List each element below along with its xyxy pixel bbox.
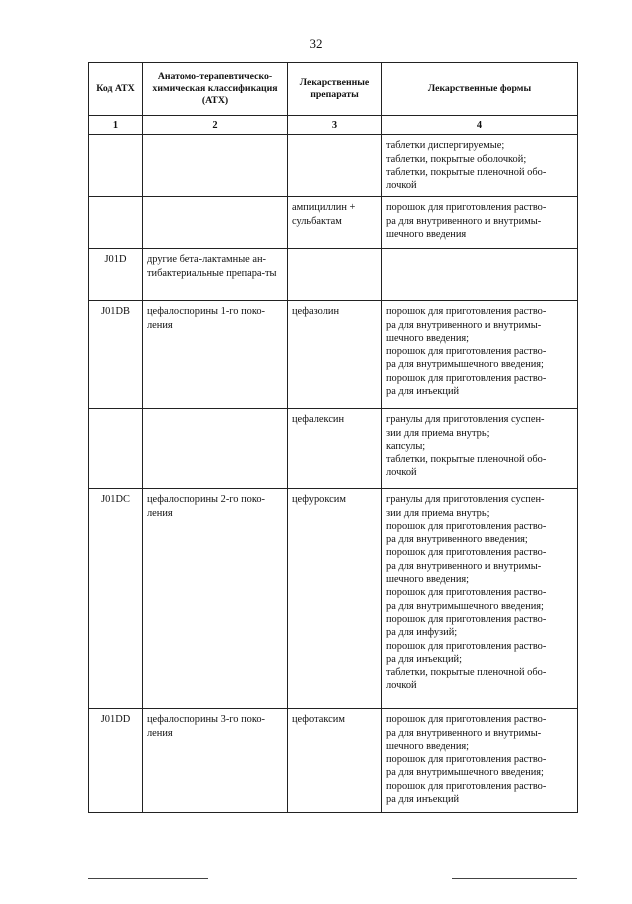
atc-code-cell: J01DD (89, 709, 143, 813)
dosage-forms-cell (382, 249, 578, 301)
dosage-form-line: ра для инъекций (386, 386, 460, 398)
header-classification: Анатомо-терапевтическо-химическая классификация (АТХ) (143, 63, 288, 116)
dosage-form-line: лочкой (386, 180, 417, 192)
dosage-form-line: зии для приема внутрь; (386, 427, 490, 439)
dosage-forms-cell (382, 409, 578, 489)
dosage-form-line: ра для внутримышечного введения; (386, 600, 544, 612)
header-atc-code: Код АТХ (89, 63, 143, 116)
classification-cell: цефалоспорины 2-го поко-ления (143, 489, 288, 709)
dosage-form-line: таблетки, покрытые оболочкой; (386, 153, 527, 165)
table-header-row (89, 63, 578, 116)
table-row (89, 409, 578, 489)
dosage-form-line: порошок для приготовления раство- (386, 520, 547, 532)
dosage-form-line: ра для внутривенного введения; (386, 534, 528, 546)
drug-cell (288, 135, 382, 197)
dosage-form-line: порошок для приготовления раство- (386, 306, 547, 318)
drug-cell: цефотаксим (288, 709, 382, 813)
table-row (89, 135, 578, 197)
table-body (89, 135, 578, 813)
dosage-form-line: шечного введения; (386, 332, 470, 344)
drug-cell (288, 249, 382, 301)
drug-cell: цефазолин (288, 301, 382, 409)
dosage-form-line: порошок для приготовления раство- (386, 587, 547, 599)
column-number-row (89, 116, 578, 135)
dosage-form-line: таблетки диспергируемые; (386, 140, 505, 152)
dosage-forms-cell (382, 489, 578, 709)
dosage-forms-cell (382, 197, 578, 249)
dosage-form-line: шечного введения (386, 228, 467, 240)
dosage-forms-cell (382, 135, 578, 197)
column-number: 1 (89, 116, 143, 135)
drug-cell: ампициллин + сульбактам (288, 197, 382, 249)
column-number: 4 (382, 116, 578, 135)
classification-cell: цефалоспорины 3-го поко-ления (143, 709, 288, 813)
dosage-form-line: порошок для приготовления раство- (386, 202, 547, 214)
dosage-form-line: порошок для приготовления раство- (386, 780, 547, 792)
classification-cell (143, 197, 288, 249)
dosage-form-line: шечного введения; (386, 740, 470, 752)
dosage-forms-cell (382, 301, 578, 409)
dosage-form-line: порошок для приготовления раство- (386, 714, 547, 726)
page-number: 32 (309, 36, 323, 51)
dosage-form-line: ра для внутривенного и внутримы- (386, 727, 542, 739)
dosage-form-line: шечного введения; (386, 574, 470, 586)
footer-rule-left (88, 878, 208, 879)
dosage-form-line: лочкой (386, 467, 417, 479)
dosage-form-line: гранулы для приготовления суспен- (386, 494, 545, 506)
classification-cell (143, 409, 288, 489)
dosage-form-line: ра для внутримышечного введения; (386, 359, 544, 371)
dosage-form-line: ра для инфузий; (386, 627, 458, 639)
table-row (89, 301, 578, 409)
column-number: 3 (288, 116, 382, 135)
dosage-form-line: порошок для приготовления раство- (386, 640, 547, 652)
dosage-form-line: порошок для приготовления раство- (386, 372, 547, 384)
column-number: 2 (143, 116, 288, 135)
header-drugs: Лекарственные препараты (288, 63, 382, 116)
dosage-form-line: ра для внутривенного и внутримы- (386, 560, 542, 572)
dosage-form-line: гранулы для приготовления суспен- (386, 414, 545, 426)
atc-code-cell (89, 409, 143, 489)
dosage-form-line: лочкой (386, 680, 417, 692)
table-row (89, 489, 578, 709)
atc-code-cell (89, 197, 143, 249)
dosage-form-line: ра для внутримышечного введения; (386, 767, 544, 779)
dosage-form-line: таблетки, покрытые пленочной обо- (386, 454, 547, 466)
dosage-forms-cell (382, 709, 578, 813)
drug-cell: цефалексин (288, 409, 382, 489)
atc-drug-table (88, 62, 578, 813)
dosage-form-line: порошок для приготовления раство- (386, 346, 547, 358)
table-row (89, 709, 578, 813)
dosage-form-line: порошок для приготовления раство- (386, 613, 547, 625)
footer-rule-right (452, 878, 577, 879)
classification-cell: другие бета-лактамные ан-тибактериальные препара-ты (143, 249, 288, 301)
dosage-form-line: таблетки, покрытые пленочной обо- (386, 166, 547, 178)
header-dosage-forms: Лекарственные формы (382, 63, 578, 116)
atc-code-cell: J01D (89, 249, 143, 301)
atc-code-cell: J01DC (89, 489, 143, 709)
atc-code-cell (89, 135, 143, 197)
table-row (89, 197, 578, 249)
classification-cell (143, 135, 288, 197)
dosage-form-line: зии для приема внутрь; (386, 507, 490, 519)
atc-code-cell: J01DB (89, 301, 143, 409)
drug-cell: цефуроксим (288, 489, 382, 709)
dosage-form-line: ра для внутривенного и внутримы- (386, 215, 542, 227)
dosage-form-line: таблетки, покрытые пленочной обо- (386, 667, 547, 679)
dosage-form-line: порошок для приготовления раство- (386, 754, 547, 766)
dosage-form-line: ра для инъекций; (386, 653, 462, 665)
table-row (89, 249, 578, 301)
dosage-form-line: порошок для приготовления раство- (386, 547, 547, 559)
dosage-form-line: ра для внутривенного и внутримы- (386, 319, 542, 331)
dosage-form-line: капсулы; (386, 440, 426, 452)
dosage-form-line: ра для инъекций (386, 794, 460, 806)
classification-cell: цефалоспорины 1-го поко-ления (143, 301, 288, 409)
